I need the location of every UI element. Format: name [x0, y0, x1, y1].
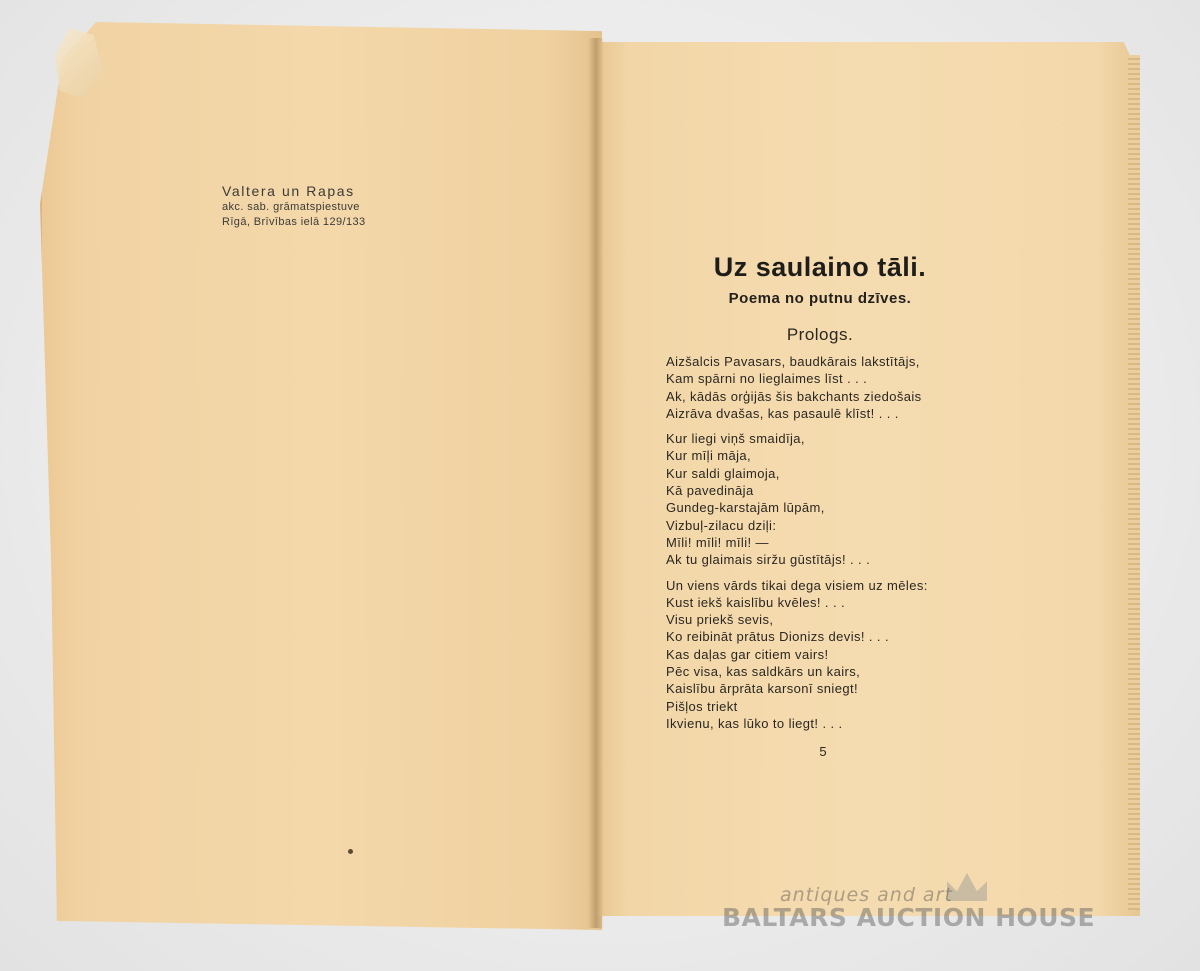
poem-line: Kur saldi glaimoja, [666, 465, 780, 481]
section-heading: Prologs. [786, 325, 854, 344]
poem-line: Aizšalcis Pavasars, baudkārais lakstītājs, [666, 354, 920, 369]
poem-line: Ikvienu, kas lūko to liegt! . . . [666, 715, 843, 731]
poem-line: Mīli! mīli! mīli! — [666, 534, 769, 550]
printer-imprint [222, 182, 382, 230]
poem-line: Kas daļas gar citiem vairs! [666, 646, 829, 662]
imprint-line-2: akc. sab. grāmatspiestuve [222, 201, 360, 213]
paper-spot [348, 849, 353, 854]
poem-title: Uz saulaino tāli. [713, 252, 927, 282]
poem-line: Kur mīļi māja, [666, 448, 752, 464]
poem-line: Ko reibināt prātus Dionizs devis! . . . [666, 629, 889, 645]
poem-text [666, 353, 976, 740]
poem-line: Kaislību ārprāta karsonī sniegt! [666, 681, 859, 697]
poem-line: Gundeg-karstajām lūpām, [666, 500, 825, 516]
poem-line: Kam spārni no lieglaimes līst . . . [666, 371, 868, 387]
poem-line: Kur liegi viņš smaidīja, [666, 431, 805, 447]
poem-line: Kust iekš kaislību kvēles! . . . [666, 594, 845, 610]
poem-line: Un viens vārds tikai dega visiem uz mēles: [666, 577, 928, 593]
poem-line: Aizrāva dvašas, kas pasaulē klīst! . . . [666, 405, 899, 421]
poem-line: Ak tu glaimais siržu gūstītājs! . . . [666, 552, 871, 568]
page-number: 5 [819, 744, 827, 759]
stanza [666, 353, 976, 422]
stanza [666, 430, 976, 568]
watermark-logo-text: BALTARS AUCTION HOUSE [722, 903, 1096, 932]
page-edges [1128, 55, 1140, 910]
left-page [40, 22, 602, 930]
book-gutter [588, 38, 604, 928]
poem-line: Ak, kādās orģijās šis bakchants ziedošais [666, 388, 922, 404]
imprint-line-3: Rīgā, Brīvības ielā 129/133 [222, 216, 366, 228]
poem-line: Pišļos triekt [666, 698, 738, 714]
stanza [666, 577, 976, 733]
imprint-line-1: Valtera un Rapas [222, 183, 355, 199]
watermark-tagline: antiques and art [780, 884, 953, 906]
poem-line: Pēc visa, kas saldkārs un kairs, [666, 664, 861, 680]
poem-line: Vizbuļ-zilacu dziļi: [666, 517, 777, 533]
poem-line: Visu priekš sevis, [666, 612, 774, 628]
poem-line: Kā pavedināja [666, 483, 754, 499]
poem-subtitle: Poema no putnu dzīves. [728, 290, 912, 307]
